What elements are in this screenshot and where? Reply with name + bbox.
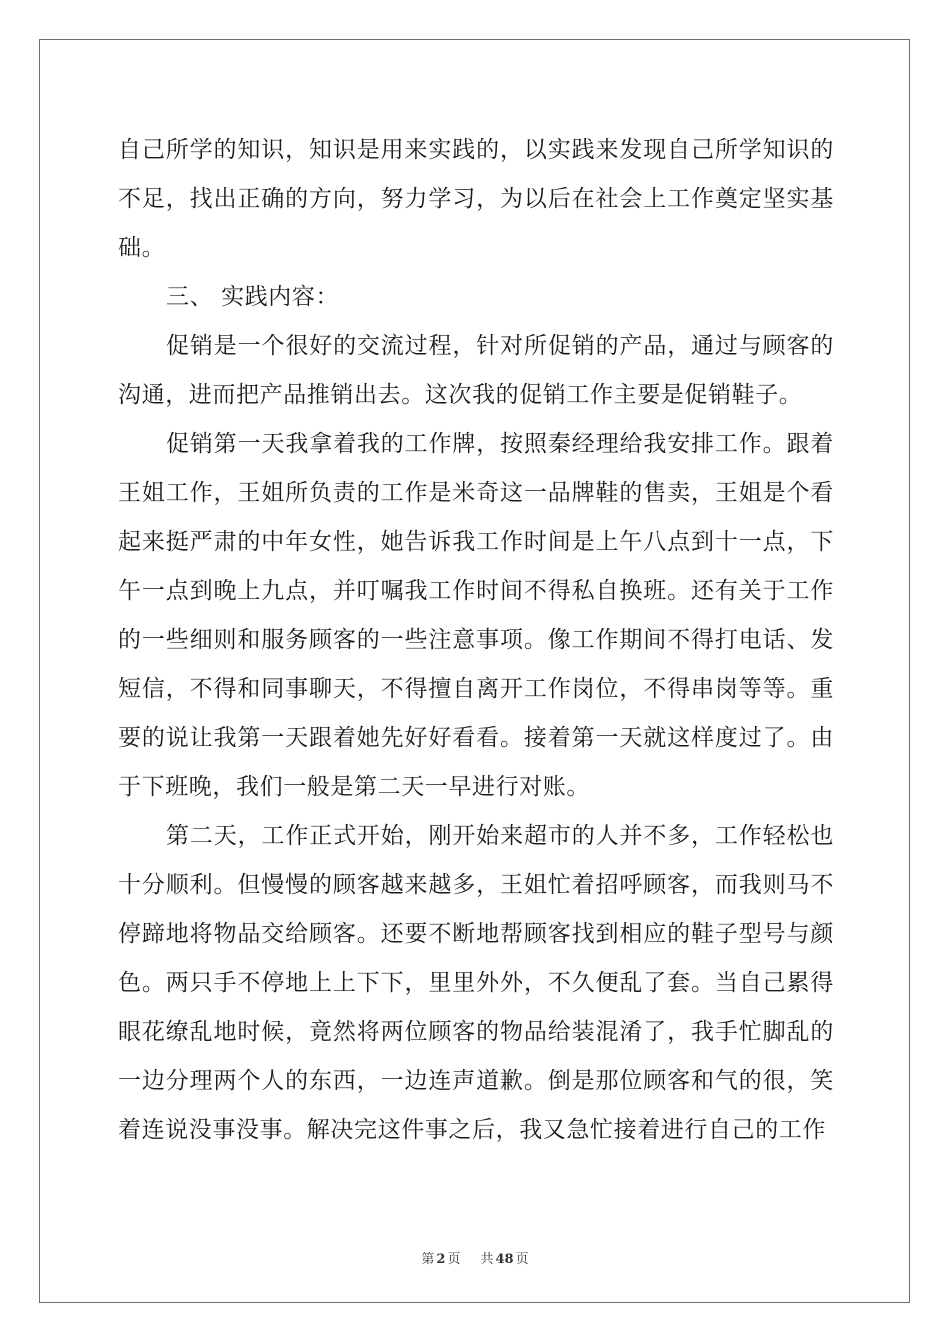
paragraph: 第二天，工作正式开始，刚开始来超市的人并不多，工作轻松也十分顺利。但慢慢的顾客越来越多，王姐忙着招呼顾客，而我则马不停蹄地将物品交给顾客。还要不断地帮顾客找到相应的鞋子型号与颜色。两只手不停地上上下下，里里外外，不久便乱了套。当自己累得眼花缭乱地时候，竟然将两位顾客的物品给装混淆了，我手忙脚乱的一边分理两个人的东西，一边连声道歉。倒是那位顾客和气的很，笑着连说没事没事。解决完这件事之后，我又急忙接着进行自己的工作 xyxy=(118,823,834,1143)
page-footer xyxy=(0,1248,950,1267)
paragraph: 自己所学的知识，知识是用来实践的，以实践来发现自己所学知识的不足，找出正确的方向，努力学习，为以后在社会上工作奠定坚实基础。 xyxy=(118,137,834,261)
page-number: 2 xyxy=(436,1252,446,1267)
paragraph: 促销第一天我拿着我的工作牌，按照秦经理给我安排工作。跟着王姐工作，王姐所负责的工作是米奇这一品牌鞋的售卖，王姐是个看起来挺严肃的中年女性，她告诉我工作时间是上午八点到十一点，下午一点到晚上九点，并叮嘱我工作时间不得私自换班。还有关于工作的一些细则和服务顾客的一些注意事项。像工作期间不得打电话、发短信，不得和同事聊天，不得擅自离开工作岗位，不得串岗等等。重要的说让我第一天跟着她先好好看看。接着第一天就这样度过了。由于下班晚，我们一般是第二天一早进行对账。 xyxy=(118,431,834,800)
page-prefix: 第 xyxy=(421,1252,435,1267)
page-suffix: 页 xyxy=(447,1252,461,1267)
paragraph: 促销是一个很好的交流过程，针对所促销的产品，通过与顾客的沟通，进而把产品推销出去。这次我的促销工作主要是促销鞋子。 xyxy=(118,333,834,408)
document-body xyxy=(118,126,834,1155)
section-heading: 三、 实践内容： xyxy=(166,284,340,310)
total-pages: 48 xyxy=(495,1252,514,1267)
total-suffix: 页 xyxy=(515,1252,529,1267)
total-prefix: 共 xyxy=(480,1252,494,1267)
